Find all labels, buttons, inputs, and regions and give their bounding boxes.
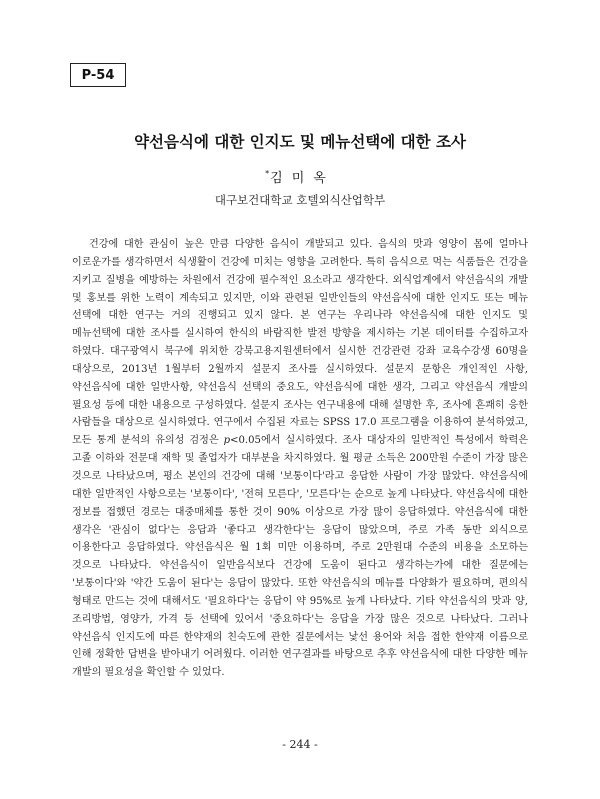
abstract-text-part-2: <0.05에서 실시하였다. 조사 대상자의 일반적인 특성에서 학력은 고졸 이하와 전문대 재학 및 졸업자가 대부분을 차지하였다. 월 평균 소득은 200만원 수준이 가장 많은 것으로 나타났으며, 평소 본인의 건강에 대해 '보통이다'라고 응답한 사람이 가장 많았다. 약선음식에 대한 일반적인 사항으로는 '보통이다', '전혀 모른다', '모른다'는 순으로 높게 나타났다. 약선음식에 대한 정보를 접했던 경로는 대중매체를 통한 것이 90% 이상으로 가장 많이 응답하였다. 약선음식에 대한 생각은 '관심이 없다'는 응답과 '좋다고 생각한다'는 응답이 많았으며, 주로 가족 동반 외식으로 이용한다고 응답하였다. 약선음식은 월 1회 미만 이용하며, 주로 2만원대 수준의 비용을 소모하는 것으로 나타났다. 약선음식이 일반음식보다 건강에 도움이 된다고 생각하는가에 대한 질문에는 '보통이다'와 '약간 도움이 된다'는 응답이 많았다. 또한 약선음식의 메뉴를 다양화가 필요하며, 편의식 형태로 만드는 것에 대해서도 '필요하다'는 응답이 약 95%로 높게 나타났다. 기타 약선음식의 맛과 양, 조리방법, 영양가, 가격 등 선택에 있어서 '중요하다'는 응답을 가장 많은 것으로 나타났다. 그러나 약선음식 인지도에 따른 한약재의 친숙도에 관한 질문에서는 낯선 용어와 처음 접한 한약재 이름으로 인해 정확한 답변을 받아내기 어려웠다. 이러한 연구결과를 바탕으로 추후 약선음식에 대한 다양한 메뉴 개발의 필요성을 확인할 수 있었다. — [72, 435, 528, 679]
author-name: 김미옥 — [270, 171, 335, 186]
p-value-symbol: p — [223, 435, 231, 447]
abstract-text-part-1: 건강에 대한 관심이 높은 만큼 다양한 음식이 개발되고 있다. 음식의 맛과 영양이 몸에 얼마나 이로운가를 생각하면서 식생활이 건강에 미치는 영향을 고려한다. 특히 음식으로 먹는 식품들은 건강을 지키고 질병을 예방하는 차원에서 건강에 필수적인 요소라고 생각한다. 외식업계에서 약선음식의 개발 및 홍보를 위한 노력이 계속되고 있지만, 이와 관련된 일반인들의 약선음식에 대한 인지도 또는 메뉴 선택에 대한 연구는 거의 진행되고 있지 않다. 본 연구는 우리나라 약선음식에 대한 인지도 및 메뉴선택에 대한 조사를 실시하여 한식의 바람직한 발전 방향을 제시하는 기본 데이터를 수집하고자 하였다. 대구광역시 북구에 위치한 강북고용지원센터에서 실시한 건강관련 강좌 교육수강생 60명을 대상으로, 2013년 1월부터 2월까지 설문지 조사를 실시하였다. 설문지 문항은 개인적인 사항, 약선음식에 대한 일반사항, 약선음식 선택의 중요도, 약선음식에 대한 생각, 그리고 약선음식 개발의 필요성 등에 대한 내용으로 구성하였다. 설문지 조사는 연구내용에 대해 설명한 후, 조사에 흔쾌히 응한 사람들을 대상으로 실시하였다. 연구에서 수집된 자료는 SPSS 17.0 프로그램을 이용하여 분석하였고, 모든 통계 분석의 유의성 검정은 — [72, 239, 528, 447]
author-line — [0, 167, 600, 186]
author-affiliation: 대구보건대학교 호텔외식산업학부 — [214, 193, 386, 207]
corresponding-author-mark: * — [265, 169, 270, 178]
abstract-body — [72, 236, 528, 682]
paper-title: 약선음식에 대한 인지도 및 메뉴선택에 대한 조사 — [134, 133, 466, 151]
poster-id-box — [70, 63, 126, 87]
poster-id-label: P-54 — [81, 67, 115, 83]
page-number: - 244 - — [282, 738, 318, 751]
